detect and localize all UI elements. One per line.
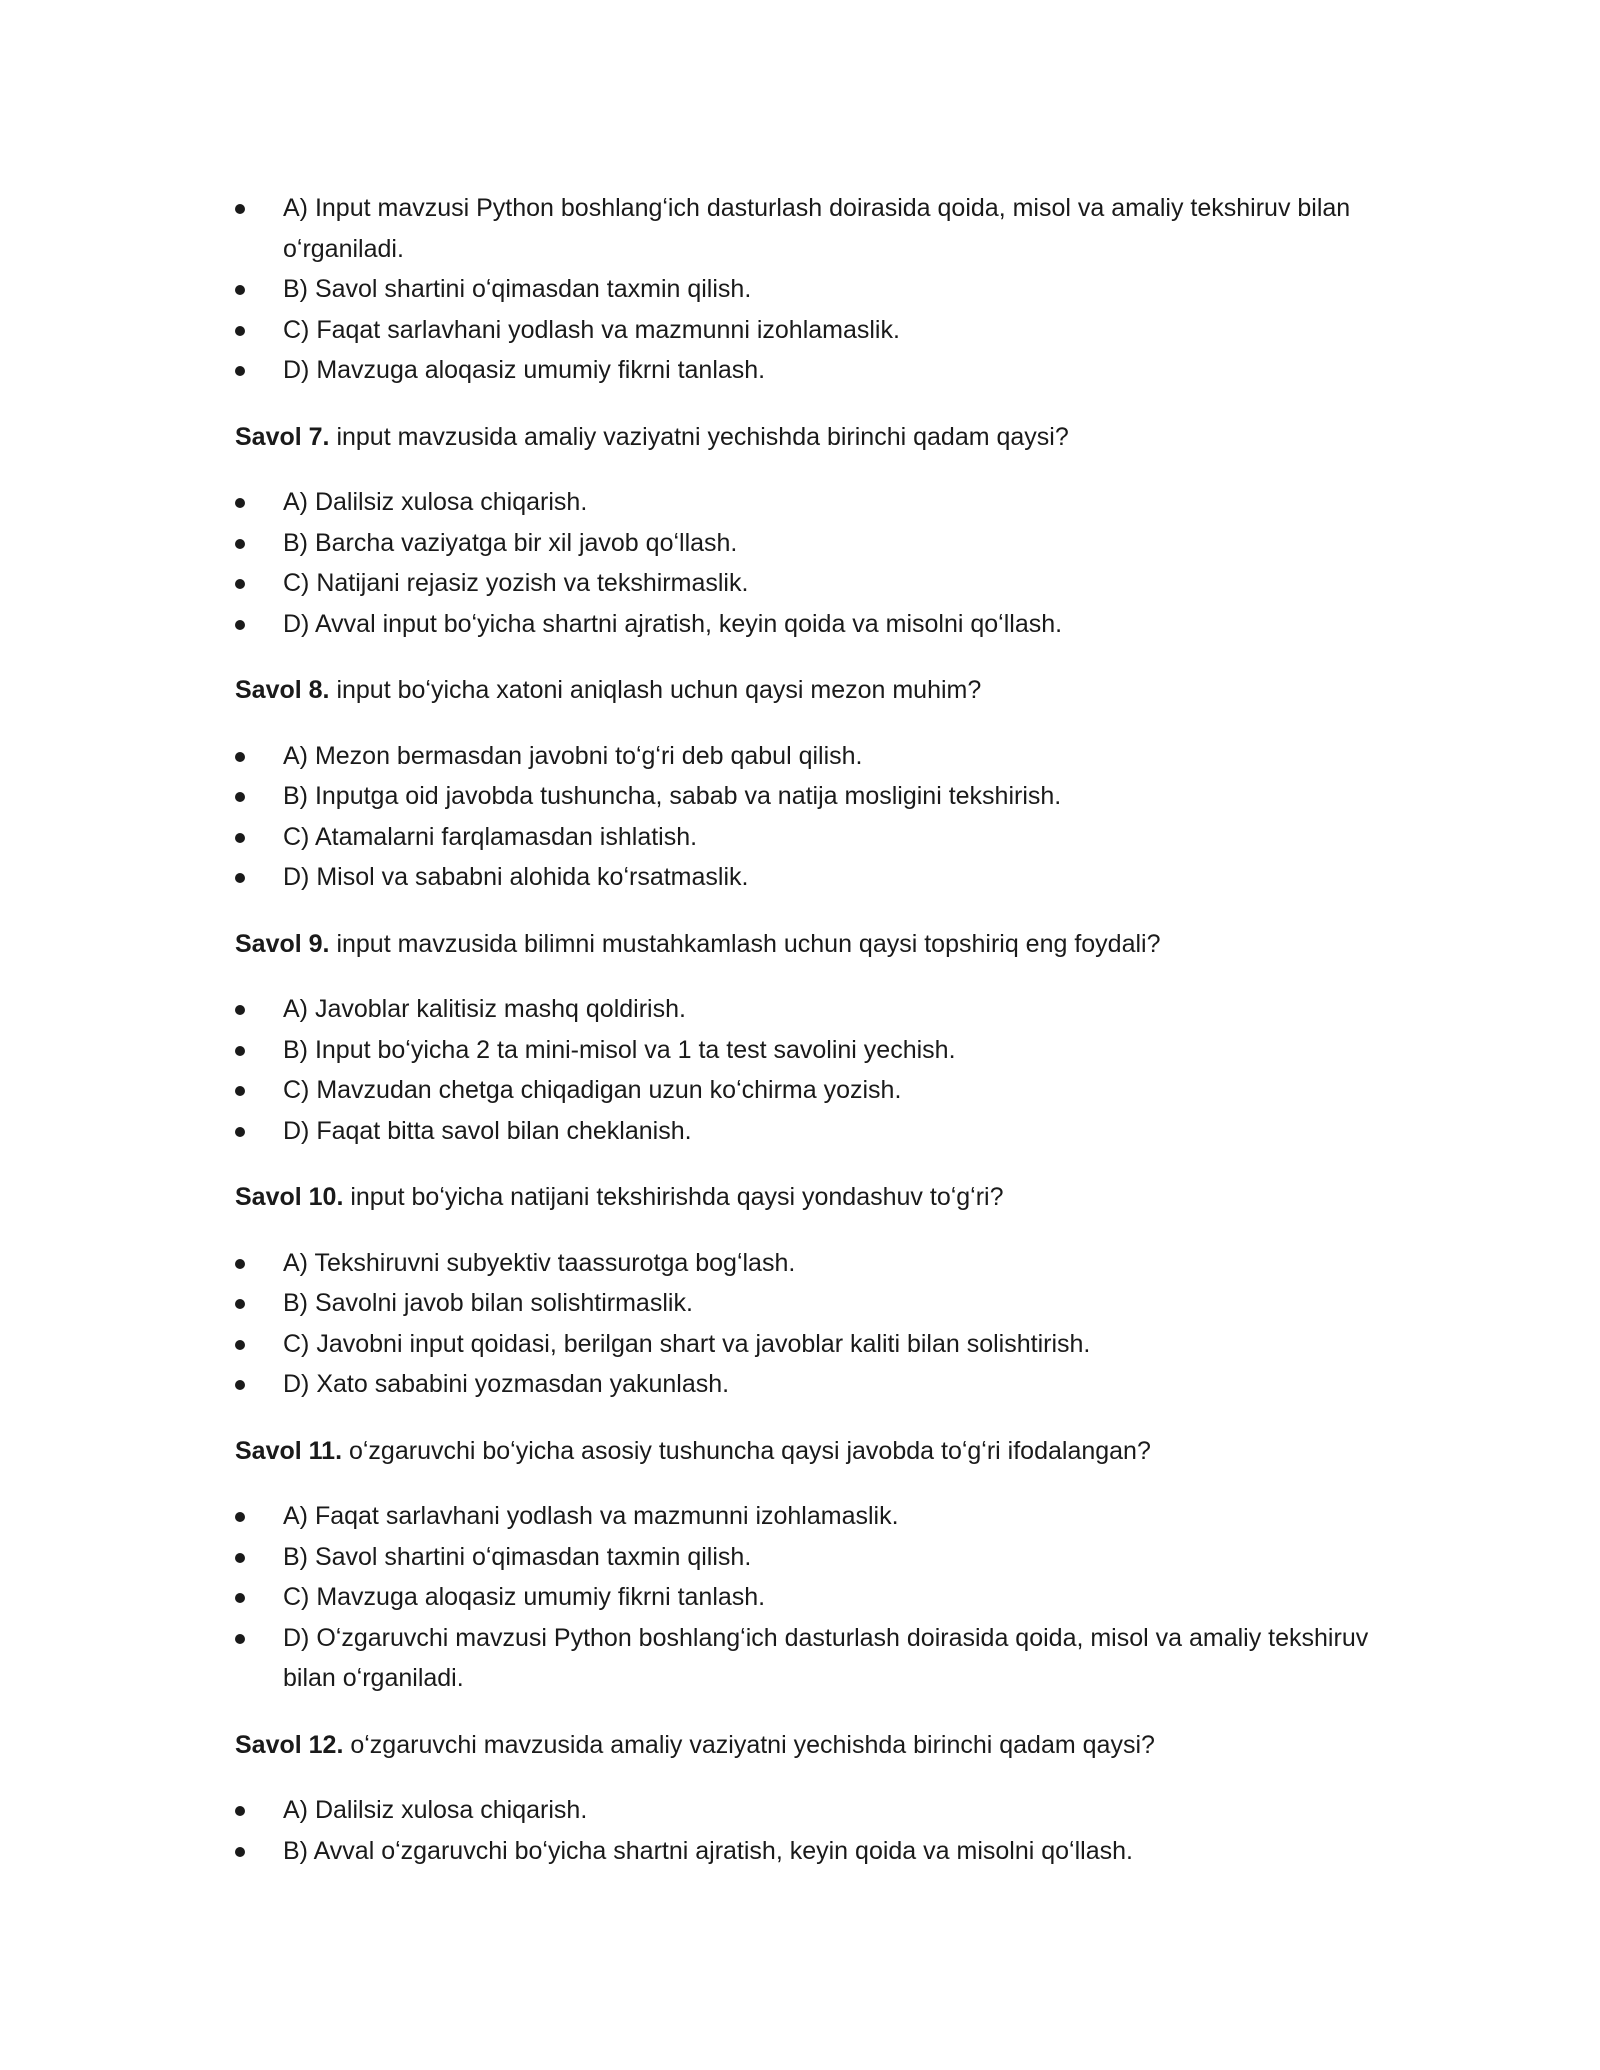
bullet-icon — [235, 1634, 245, 1644]
option-text: D) Oʻzgaruvchi mavzusi Python boshlangʻich dasturlash doirasida qoida, misol va amaliy tekshiruv bilan oʻrganiladi. — [283, 1623, 1369, 1692]
question-heading — [235, 1177, 1370, 1218]
bullet-icon — [235, 1847, 245, 1857]
list-item — [235, 776, 1370, 817]
bullet-icon — [235, 1340, 245, 1350]
bullet-icon — [235, 1127, 245, 1137]
option-text: B) Input boʻyicha 2 ta mini-misol va 1 ta test savolini yechish. — [283, 1035, 956, 1064]
list-item — [235, 188, 1370, 269]
option-text: A) Javoblar kalitisiz mashq qoldirish. — [283, 995, 686, 1023]
option-text: D) Mavzuga aloqasiz umumiy fikrni tanlash. — [283, 356, 766, 384]
option-text: B) Savol shartini oʻqimasdan taxmin qilish. — [283, 1542, 752, 1571]
option-text: C) Faqat sarlavhani yodlash va mazmunni izohlamaslik. — [283, 315, 900, 344]
bullet-icon — [235, 752, 245, 762]
bullet-icon — [235, 326, 245, 336]
bullet-icon — [235, 792, 245, 802]
bullet-icon — [235, 1553, 245, 1563]
option-text: A) Dalilsiz xulosa chiqarish. — [283, 1796, 588, 1824]
option-list — [235, 188, 1370, 391]
list-item — [235, 482, 1370, 523]
question-number: Savol 7. — [235, 422, 330, 451]
option-text: C) Atamalarni farqlamasdan ishlatish. — [283, 822, 698, 851]
list-item — [235, 1324, 1370, 1365]
bullet-icon — [235, 873, 245, 883]
list-item — [235, 1283, 1370, 1324]
option-list — [235, 736, 1370, 898]
bullet-icon — [235, 1259, 245, 1269]
option-list — [235, 1243, 1370, 1405]
list-item — [235, 1790, 1370, 1831]
list-item — [235, 1070, 1370, 1111]
list-item — [235, 1111, 1370, 1152]
list-item — [235, 1030, 1370, 1071]
option-text: C) Javobni input qoidasi, berilgan shart va javoblar kaliti bilan solishtirish. — [283, 1329, 1091, 1358]
bullet-icon — [235, 1299, 245, 1309]
list-item — [235, 563, 1370, 604]
bullet-icon — [235, 833, 245, 843]
bullet-icon — [235, 498, 245, 508]
option-text: B) Savolni javob bilan solishtirmaslik. — [283, 1289, 693, 1317]
question-text: input boʻyicha xatoni aniqlash uchun qaysi mezon muhim? — [329, 676, 982, 704]
option-list — [235, 1790, 1370, 1871]
question-text: oʻzgaruvchi mavzusida amaliy vaziyatni yechishda birinchi qadam qaysi? — [343, 1730, 1155, 1759]
question-heading — [235, 1725, 1370, 1766]
list-item — [235, 1496, 1370, 1537]
option-text: B) Inputga oid javobda tushuncha, sabab va natija mosligini tekshirish. — [283, 782, 1062, 810]
list-item — [235, 817, 1370, 858]
option-text: D) Faqat bitta savol bilan cheklanish. — [283, 1116, 692, 1145]
option-text: D) Avval input boʻyicha shartni ajratish, keyin qoida va misolni qoʻllash. — [283, 609, 1063, 638]
list-item — [235, 350, 1370, 391]
list-item — [235, 1831, 1370, 1872]
bullet-icon — [235, 366, 245, 376]
question-number: Savol 11. — [235, 1436, 343, 1465]
option-list — [235, 989, 1370, 1151]
list-item — [235, 1364, 1370, 1405]
bullet-icon — [235, 620, 245, 630]
bullet-icon — [235, 1806, 245, 1816]
question-number: Savol 8. — [235, 676, 330, 704]
question-text: input boʻyicha natijani tekshirishda qaysi yondashuv toʻgʻri? — [343, 1183, 1004, 1211]
bullet-icon — [235, 539, 245, 549]
question-heading — [235, 1431, 1370, 1472]
question-heading — [235, 924, 1370, 965]
option-text: C) Mavzudan chetga chiqadigan uzun koʻchirma yozish. — [283, 1076, 902, 1104]
question-heading — [235, 670, 1370, 711]
option-text: B) Savol shartini oʻqimasdan taxmin qilish. — [283, 275, 752, 303]
question-heading — [235, 417, 1370, 458]
bullet-icon — [235, 204, 245, 214]
question-number: Savol 10. — [235, 1183, 344, 1211]
list-item — [235, 857, 1370, 898]
list-item — [235, 989, 1370, 1030]
list-item — [235, 269, 1370, 310]
bullet-icon — [235, 285, 245, 295]
list-item — [235, 1577, 1370, 1618]
list-item — [235, 1537, 1370, 1578]
option-text: C) Mavzuga aloqasiz umumiy fikrni tanlash. — [283, 1583, 766, 1611]
bullet-icon — [235, 1046, 245, 1056]
page-content — [235, 188, 1370, 1871]
option-text: B) Avval oʻzgaruvchi boʻyicha shartni ajratish, keyin qoida va misolni qoʻllash. — [283, 1836, 1133, 1865]
question-number: Savol 12. — [235, 1730, 344, 1759]
option-text: D) Xato sababini yozmasdan yakunlash. — [283, 1370, 730, 1398]
option-text: C) Natijani rejasiz yozish va tekshirmaslik. — [283, 569, 749, 597]
list-item — [235, 1618, 1370, 1699]
bullet-icon — [235, 1380, 245, 1390]
option-text: D) Misol va sababni alohida koʻrsatmaslik. — [283, 863, 749, 891]
list-item — [235, 310, 1370, 351]
option-text: A) Dalilsiz xulosa chiqarish. — [283, 488, 588, 516]
option-text: B) Barcha vaziyatga bir xil javob qoʻllash. — [283, 528, 738, 557]
bullet-icon — [235, 579, 245, 589]
option-text: A) Mezon bermasdan javobni toʻgʻri deb qabul qilish. — [283, 741, 863, 770]
option-text: A) Faqat sarlavhani yodlash va mazmunni izohlamaslik. — [283, 1502, 899, 1530]
question-text: input mavzusida amaliy vaziyatni yechishda birinchi qadam qaysi? — [329, 422, 1069, 451]
option-list — [235, 1496, 1370, 1699]
bullet-icon — [235, 1005, 245, 1015]
list-item — [235, 1243, 1370, 1284]
list-item — [235, 604, 1370, 645]
option-text: A) Tekshiruvni subyektiv taassurotga bogʻlash. — [283, 1248, 796, 1277]
question-number: Savol 9. — [235, 929, 330, 958]
question-text: oʻzgaruvchi boʻyicha asosiy tushuncha qaysi javobda toʻgʻri ifodalangan? — [342, 1436, 1151, 1465]
option-text: A) Input mavzusi Python boshlangʻich dasturlash doirasida qoida, misol va amaliy tekshiruv bilan oʻrganiladi. — [283, 194, 1351, 263]
option-list — [235, 482, 1370, 644]
bullet-icon — [235, 1593, 245, 1603]
bullet-icon — [235, 1512, 245, 1522]
question-text: input mavzusida bilimni mustahkamlash uchun qaysi topshiriq eng foydali? — [329, 929, 1161, 958]
bullet-icon — [235, 1086, 245, 1096]
list-item — [235, 523, 1370, 564]
list-item — [235, 736, 1370, 777]
